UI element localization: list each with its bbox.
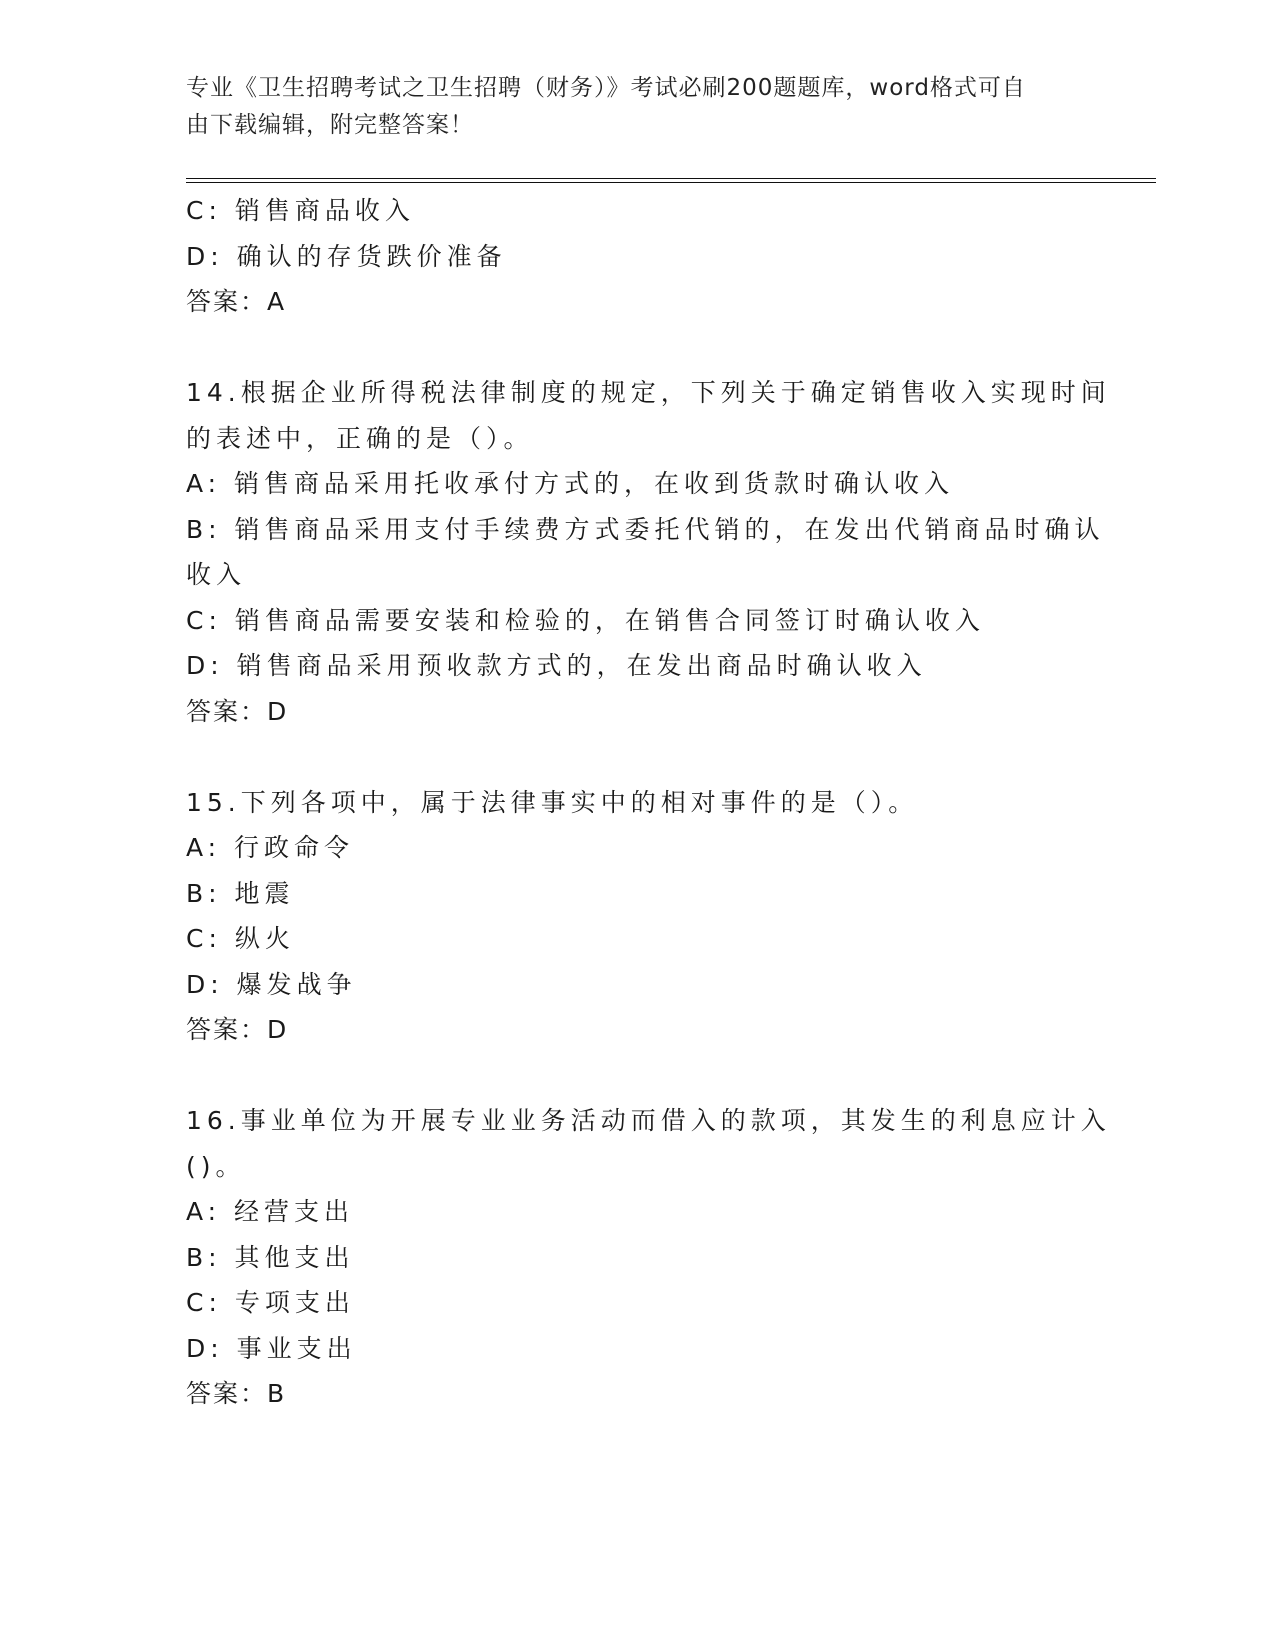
- question-stem: ()。: [186, 1151, 246, 1181]
- header-line-1: 专业《卫生招聘考试之卫生招聘（财务）》考试必刷200题题库，word格式可自: [186, 75, 1026, 101]
- question-spacer: [186, 1053, 1086, 1099]
- question-spacer: [186, 734, 1086, 780]
- question-stem: 14.根据企业所得税法律制度的规定，下列关于确定销售收入实现时间: [186, 378, 1111, 407]
- question-list: [186, 188, 1111, 1417]
- option-d: D: 事业支出: [186, 1333, 357, 1363]
- question-14: [186, 370, 1111, 734]
- answer-line: 答案：D: [186, 1015, 289, 1044]
- option-c: C: 销售商品需要安装和检验的，在销售合同签订时确认收入: [186, 605, 985, 635]
- answer-line: 答案：D: [186, 696, 289, 726]
- question-16: [186, 1098, 1111, 1417]
- header-divider: [186, 178, 1156, 183]
- option-b: B: 销售商品采用支付手续费方式委托代销的，在发出代销商品时确认: [186, 514, 1105, 544]
- option-d: D: 确认的存货跌价准备: [186, 241, 507, 271]
- option-a: A: 行政命令: [186, 833, 355, 862]
- option-d: D: 销售商品采用预收款方式的，在发出商品时确认收入: [186, 651, 927, 680]
- option-b: B: 其他支出: [186, 1242, 355, 1272]
- option-c: C: 专项支出: [186, 1288, 355, 1317]
- question-15: [186, 780, 1086, 1053]
- option-c: C: 纵火: [186, 924, 295, 953]
- prev-question: [186, 188, 1086, 325]
- option-a: A: 销售商品采用托收承付方式的，在收到货款时确认收入: [186, 469, 955, 498]
- option-b-continued: 收入: [186, 560, 247, 589]
- header-line-2: 由下载编辑，附完整答案！: [186, 112, 474, 138]
- question-stem: 的表述中，正确的是（）。: [186, 423, 534, 453]
- page-header: [186, 70, 1066, 144]
- answer-line: 答案：A: [186, 287, 287, 316]
- option-c: C: 销售商品收入: [186, 196, 415, 225]
- option-a: A: 经营支出: [186, 1197, 355, 1226]
- question-stem: 15.下列各项中，属于法律事实中的相对事件的是（）。: [186, 787, 919, 817]
- option-d: D: 爆发战争: [186, 969, 357, 999]
- question-stem: 16.事业单位为开展专业业务活动而借入的款项，其发生的利息应计入: [186, 1106, 1111, 1135]
- answer-line: 答案：B: [186, 1379, 287, 1408]
- question-spacer: [186, 325, 1086, 371]
- option-b: B: 地震: [186, 878, 295, 908]
